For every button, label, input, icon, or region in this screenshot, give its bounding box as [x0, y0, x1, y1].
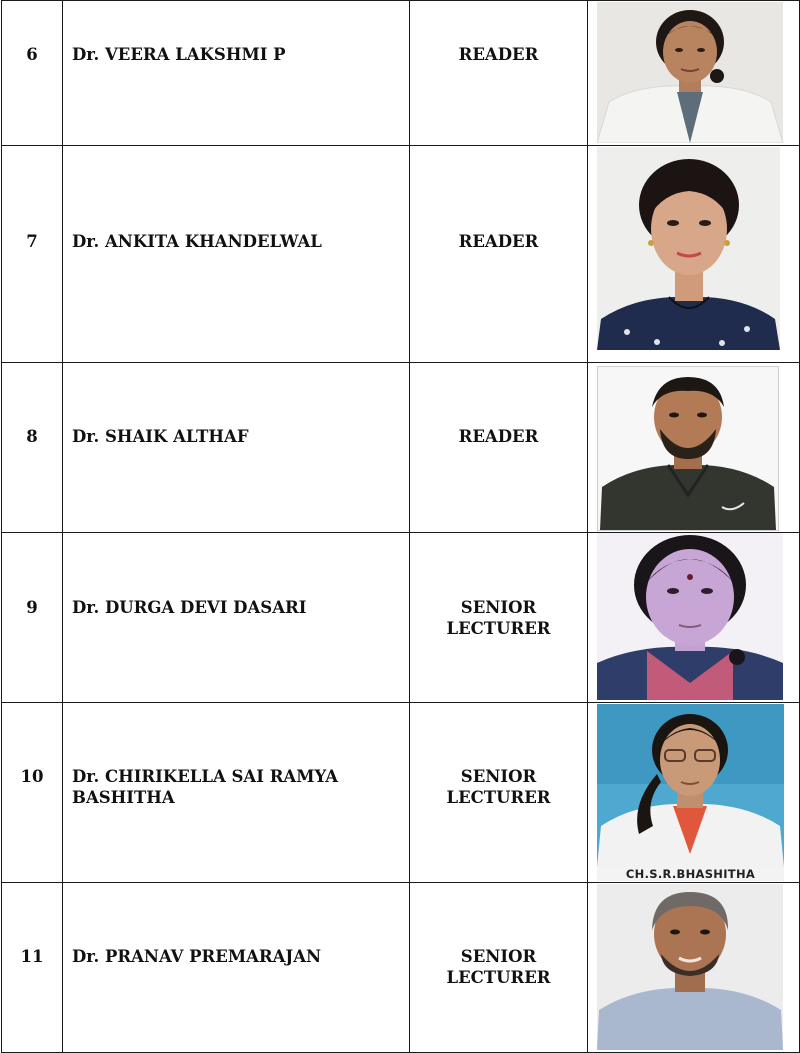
table-row: [2, 146, 800, 363]
faculty-name: Dr. CHIRIKELLA SAI RAMYA BASHITHA: [63, 703, 410, 883]
faculty-name: Dr. PRANAV PREMARAJAN: [63, 883, 410, 1053]
photo-caption: CH.S.R.BHASHITHA: [597, 867, 784, 881]
faculty-name: Dr. DURGA DEVI DASARI: [63, 533, 410, 703]
serial-number: 9: [2, 533, 63, 703]
serial-number: 10: [2, 703, 63, 883]
faculty-photo: [597, 366, 779, 531]
designation: READER: [410, 146, 588, 363]
photo-cell: [588, 533, 800, 703]
faculty-photo: [597, 704, 784, 881]
faculty-table: [1, 0, 800, 1053]
faculty-photo: [597, 884, 783, 1050]
designation: READER: [410, 363, 588, 533]
faculty-photo: [597, 533, 783, 700]
designation: SENIOR LECTURER: [410, 533, 588, 703]
faculty-name: Dr. VEERA LAKSHMI P: [63, 1, 410, 146]
faculty-name: Dr. SHAIK ALTHAF: [63, 363, 410, 533]
serial-number: 6: [2, 1, 63, 146]
photo-cell: [588, 883, 800, 1053]
serial-number: 7: [2, 146, 63, 363]
faculty-name: Dr. ANKITA KHANDELWAL: [63, 146, 410, 363]
serial-number: 8: [2, 363, 63, 533]
photo-cell: [588, 146, 800, 363]
designation: SENIOR LECTURER: [410, 883, 588, 1053]
table-row: [2, 703, 800, 883]
designation: SENIOR LECTURER: [410, 703, 588, 883]
photo-cell: [588, 1, 800, 146]
table-row: [2, 533, 800, 703]
table-row: [2, 1, 800, 146]
photo-cell: [588, 703, 800, 883]
table-row: [2, 363, 800, 533]
faculty-photo: [597, 147, 780, 350]
table-row: [2, 883, 800, 1053]
serial-number: 11: [2, 883, 63, 1053]
photo-cell: [588, 363, 800, 533]
faculty-photo: [597, 2, 783, 143]
designation: READER: [410, 1, 588, 146]
